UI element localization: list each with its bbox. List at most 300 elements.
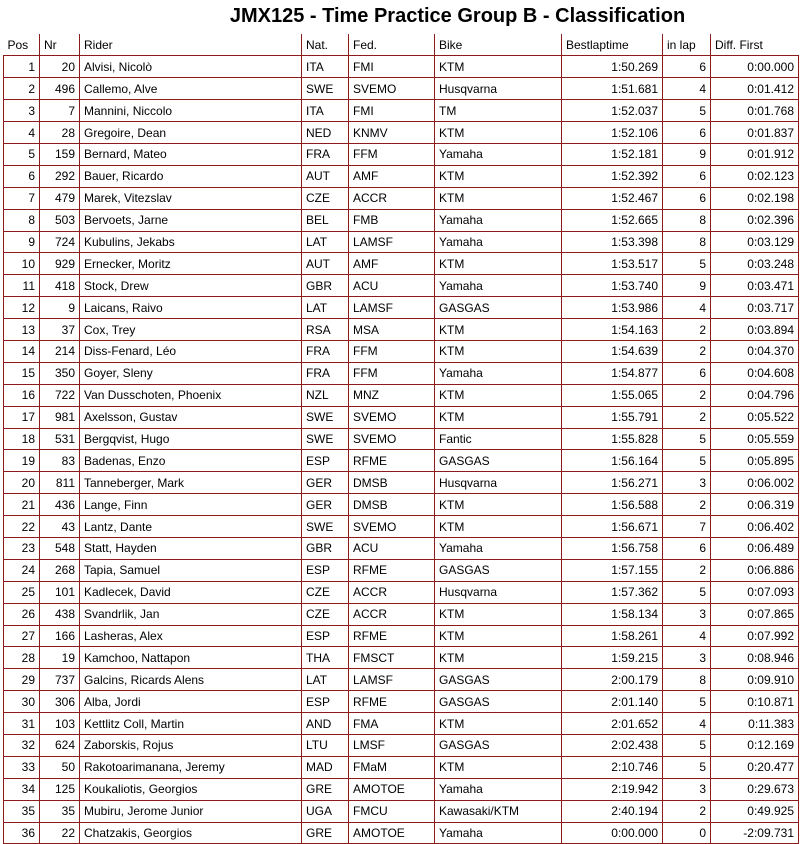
cell-nat: LAT — [302, 669, 349, 691]
cell-rider: Gregoire, Dean — [80, 122, 302, 144]
cell-nat: ITA — [302, 56, 349, 78]
cell-bike: KTM — [435, 625, 562, 647]
cell-bestlaptime: 2:02.438 — [562, 735, 663, 757]
cell-pos: 30 — [4, 691, 40, 713]
cell-fed: FMSCT — [349, 647, 435, 669]
cell-rider: Kubulins, Jekabs — [80, 231, 302, 253]
cell-nr: 35 — [40, 800, 80, 822]
table-row — [4, 165, 799, 187]
cell-fed: LMSF — [349, 735, 435, 757]
table-row — [4, 143, 799, 165]
cell-rider: Bernard, Mateo — [80, 143, 302, 165]
cell-in-lap: 5 — [663, 691, 711, 713]
cell-diff-first: 0:07.093 — [711, 581, 799, 603]
cell-nat: BEL — [302, 209, 349, 231]
cell-nr: 37 — [40, 319, 80, 341]
cell-pos: 27 — [4, 625, 40, 647]
cell-diff-first: 0:09.910 — [711, 669, 799, 691]
cell-in-lap: 2 — [663, 319, 711, 341]
cell-fed: AMOTOE — [349, 822, 435, 844]
cell-in-lap: 6 — [663, 122, 711, 144]
cell-bike: GASGAS — [435, 669, 562, 691]
cell-fed: SVEMO — [349, 516, 435, 538]
column-header-bestlaptime: Bestlaptime — [562, 34, 663, 56]
cell-rider: Tanneberger, Mark — [80, 472, 302, 494]
cell-pos: 20 — [4, 472, 40, 494]
cell-fed: RFME — [349, 625, 435, 647]
cell-nr: 479 — [40, 187, 80, 209]
cell-bestlaptime: 1:56.271 — [562, 472, 663, 494]
column-header-pos: Pos — [4, 34, 40, 56]
cell-nr: 125 — [40, 778, 80, 800]
cell-nat: LTU — [302, 735, 349, 757]
cell-bestlaptime: 1:53.517 — [562, 253, 663, 275]
table-row — [4, 669, 799, 691]
cell-bestlaptime: 2:01.652 — [562, 713, 663, 735]
cell-in-lap: 2 — [663, 406, 711, 428]
table-row — [4, 275, 799, 297]
table-row — [4, 187, 799, 209]
cell-bike: GASGAS — [435, 735, 562, 757]
cell-pos: 22 — [4, 516, 40, 538]
table-row — [4, 756, 799, 778]
cell-nat: NED — [302, 122, 349, 144]
cell-diff-first: 0:02.396 — [711, 209, 799, 231]
cell-rider: Lasheras, Alex — [80, 625, 302, 647]
cell-pos: 19 — [4, 450, 40, 472]
cell-diff-first: 0:05.895 — [711, 450, 799, 472]
cell-diff-first: 0:05.559 — [711, 428, 799, 450]
cell-bestlaptime: 1:59.215 — [562, 647, 663, 669]
cell-bestlaptime: 2:00.179 — [562, 669, 663, 691]
cell-fed: SVEMO — [349, 78, 435, 100]
cell-bike: KTM — [435, 165, 562, 187]
cell-bike: TM — [435, 100, 562, 122]
cell-bestlaptime: 1:55.828 — [562, 428, 663, 450]
column-header-bike: Bike — [435, 34, 562, 56]
cell-rider: Van Dusschoten, Phoenix — [80, 384, 302, 406]
cell-in-lap: 3 — [663, 603, 711, 625]
cell-nat: SWE — [302, 428, 349, 450]
cell-rider: Rakotoarimanana, Jeremy — [80, 756, 302, 778]
cell-nat: CZE — [302, 581, 349, 603]
table-row — [4, 406, 799, 428]
cell-in-lap: 4 — [663, 625, 711, 647]
cell-bike: Yamaha — [435, 209, 562, 231]
cell-fed: MNZ — [349, 384, 435, 406]
cell-bestlaptime: 1:53.398 — [562, 231, 663, 253]
table-row — [4, 340, 799, 362]
cell-pos: 32 — [4, 735, 40, 757]
cell-in-lap: 8 — [663, 209, 711, 231]
cell-nat: MAD — [302, 756, 349, 778]
cell-in-lap: 0 — [663, 822, 711, 844]
cell-diff-first: 0:07.992 — [711, 625, 799, 647]
cell-bestlaptime: 2:10.746 — [562, 756, 663, 778]
cell-pos: 9 — [4, 231, 40, 253]
cell-nr: 159 — [40, 143, 80, 165]
cell-bestlaptime: 1:56.588 — [562, 494, 663, 516]
table-row — [4, 537, 799, 559]
cell-rider: Ernecker, Moritz — [80, 253, 302, 275]
cell-diff-first: 0:03.248 — [711, 253, 799, 275]
table-row — [4, 713, 799, 735]
cell-nr: 624 — [40, 735, 80, 757]
cell-in-lap: 5 — [663, 428, 711, 450]
cell-rider: Svandrlik, Jan — [80, 603, 302, 625]
cell-rider: Callemo, Alve — [80, 78, 302, 100]
cell-in-lap: 9 — [663, 143, 711, 165]
cell-rider: Bervoets, Jarne — [80, 209, 302, 231]
cell-in-lap: 9 — [663, 275, 711, 297]
cell-nr: 438 — [40, 603, 80, 625]
cell-in-lap: 3 — [663, 472, 711, 494]
cell-nat: AUT — [302, 253, 349, 275]
cell-pos: 1 — [4, 56, 40, 78]
cell-fed: FMA — [349, 713, 435, 735]
cell-diff-first: 0:06.886 — [711, 559, 799, 581]
cell-fed: SVEMO — [349, 428, 435, 450]
page-title: JMX125 - Time Practice Group B - Classification — [229, 5, 686, 27]
cell-nat: ESP — [302, 450, 349, 472]
cell-bestlaptime: 1:52.181 — [562, 143, 663, 165]
cell-nr: 548 — [40, 537, 80, 559]
cell-nr: 22 — [40, 822, 80, 844]
cell-in-lap: 5 — [663, 735, 711, 757]
table-row — [4, 231, 799, 253]
cell-rider: Tapia, Samuel — [80, 559, 302, 581]
cell-bike: KTM — [435, 494, 562, 516]
cell-diff-first: 0:06.002 — [711, 472, 799, 494]
cell-nr: 7 — [40, 100, 80, 122]
cell-pos: 29 — [4, 669, 40, 691]
cell-in-lap: 5 — [663, 100, 711, 122]
cell-diff-first: 0:06.402 — [711, 516, 799, 538]
cell-fed: KNMV — [349, 122, 435, 144]
cell-nat: SWE — [302, 516, 349, 538]
cell-fed: LAMSF — [349, 231, 435, 253]
cell-fed: RFME — [349, 691, 435, 713]
cell-pos: 12 — [4, 297, 40, 319]
cell-rider: Statt, Hayden — [80, 537, 302, 559]
cell-bike: KTM — [435, 56, 562, 78]
cell-in-lap: 6 — [663, 537, 711, 559]
cell-rider: Kettlitz Coll, Martin — [80, 713, 302, 735]
cell-diff-first: 0:02.123 — [711, 165, 799, 187]
cell-diff-first: 0:00.000 — [711, 56, 799, 78]
table-row — [4, 122, 799, 144]
cell-in-lap: 5 — [663, 450, 711, 472]
cell-in-lap: 5 — [663, 253, 711, 275]
cell-nr: 436 — [40, 494, 80, 516]
cell-rider: Lange, Finn — [80, 494, 302, 516]
cell-fed: ACU — [349, 537, 435, 559]
cell-nr: 43 — [40, 516, 80, 538]
cell-bestlaptime: 1:54.163 — [562, 319, 663, 341]
cell-nr: 28 — [40, 122, 80, 144]
cell-rider: Mannini, Niccolo — [80, 100, 302, 122]
cell-pos: 8 — [4, 209, 40, 231]
cell-in-lap: 5 — [663, 756, 711, 778]
cell-pos: 33 — [4, 756, 40, 778]
cell-fed: FFM — [349, 340, 435, 362]
cell-diff-first: 0:03.129 — [711, 231, 799, 253]
cell-diff-first: 0:08.946 — [711, 647, 799, 669]
cell-bestlaptime: 1:56.758 — [562, 537, 663, 559]
cell-nat: GRE — [302, 778, 349, 800]
cell-nr: 811 — [40, 472, 80, 494]
cell-rider: Alvisi, Nicolò — [80, 56, 302, 78]
cell-bike: Yamaha — [435, 822, 562, 844]
cell-bike: GASGAS — [435, 559, 562, 581]
cell-in-lap: 4 — [663, 297, 711, 319]
cell-pos: 6 — [4, 165, 40, 187]
cell-fed: FMI — [349, 56, 435, 78]
cell-pos: 23 — [4, 537, 40, 559]
cell-bestlaptime: 1:55.065 — [562, 384, 663, 406]
cell-pos: 15 — [4, 362, 40, 384]
cell-bike: Yamaha — [435, 778, 562, 800]
cell-nat: AUT — [302, 165, 349, 187]
cell-rider: Kamchoo, Nattapon — [80, 647, 302, 669]
cell-diff-first: 0:06.319 — [711, 494, 799, 516]
column-header-fed: Fed. — [349, 34, 435, 56]
cell-nr: 292 — [40, 165, 80, 187]
cell-rider: Bergqvist, Hugo — [80, 428, 302, 450]
cell-nr: 20 — [40, 56, 80, 78]
cell-pos: 4 — [4, 122, 40, 144]
cell-bestlaptime: 1:53.740 — [562, 275, 663, 297]
cell-pos: 35 — [4, 800, 40, 822]
cell-bestlaptime: 1:56.164 — [562, 450, 663, 472]
cell-bike: KTM — [435, 713, 562, 735]
cell-bestlaptime: 1:52.392 — [562, 165, 663, 187]
cell-diff-first: 0:03.894 — [711, 319, 799, 341]
cell-bike: KTM — [435, 187, 562, 209]
cell-rider: Stock, Drew — [80, 275, 302, 297]
cell-rider: Chatzakis, Georgios — [80, 822, 302, 844]
cell-fed: RFME — [349, 450, 435, 472]
cell-pos: 26 — [4, 603, 40, 625]
table-row — [4, 253, 799, 275]
table-row — [4, 362, 799, 384]
cell-bike: Husqvarna — [435, 581, 562, 603]
cell-in-lap: 4 — [663, 78, 711, 100]
cell-nat: GER — [302, 494, 349, 516]
cell-nat: GER — [302, 472, 349, 494]
cell-in-lap: 2 — [663, 340, 711, 362]
cell-pos: 28 — [4, 647, 40, 669]
cell-nr: 531 — [40, 428, 80, 450]
cell-bike: KTM — [435, 253, 562, 275]
table-body — [4, 56, 799, 844]
cell-fed: FMI — [349, 100, 435, 122]
table-row — [4, 735, 799, 757]
cell-nat: GBR — [302, 537, 349, 559]
table-row — [4, 516, 799, 538]
cell-pos: 5 — [4, 143, 40, 165]
cell-rider: Zaborskis, Rojus — [80, 735, 302, 757]
cell-nr: 101 — [40, 581, 80, 603]
cell-bike: GASGAS — [435, 450, 562, 472]
table-row — [4, 100, 799, 122]
cell-nr: 722 — [40, 384, 80, 406]
cell-nr: 981 — [40, 406, 80, 428]
cell-bike: KTM — [435, 406, 562, 428]
cell-nr: 83 — [40, 450, 80, 472]
table-row — [4, 472, 799, 494]
cell-fed: FMCU — [349, 800, 435, 822]
cell-pos: 18 — [4, 428, 40, 450]
cell-bestlaptime: 0:00.000 — [562, 822, 663, 844]
cell-nr: 103 — [40, 713, 80, 735]
cell-diff-first: 0:03.471 — [711, 275, 799, 297]
cell-nat: CZE — [302, 603, 349, 625]
cell-bestlaptime: 1:50.269 — [562, 56, 663, 78]
cell-fed: ACU — [349, 275, 435, 297]
cell-diff-first: 0:01.837 — [711, 122, 799, 144]
cell-nr: 306 — [40, 691, 80, 713]
cell-bestlaptime: 1:54.877 — [562, 362, 663, 384]
cell-fed: AMF — [349, 165, 435, 187]
cell-nat: AND — [302, 713, 349, 735]
cell-nr: 496 — [40, 78, 80, 100]
cell-nat: ESP — [302, 625, 349, 647]
cell-fed: DMSB — [349, 472, 435, 494]
cell-nr: 268 — [40, 559, 80, 581]
cell-nr: 166 — [40, 625, 80, 647]
cell-bike: Husqvarna — [435, 472, 562, 494]
cell-fed: DMSB — [349, 494, 435, 516]
cell-diff-first: 0:03.717 — [711, 297, 799, 319]
cell-nat: SWE — [302, 406, 349, 428]
cell-diff-first: 0:01.412 — [711, 78, 799, 100]
column-header-in-lap: in lap — [663, 34, 711, 56]
cell-fed: SVEMO — [349, 406, 435, 428]
cell-bestlaptime: 2:01.140 — [562, 691, 663, 713]
cell-bike: KTM — [435, 340, 562, 362]
cell-in-lap: 2 — [663, 494, 711, 516]
cell-bestlaptime: 2:40.194 — [562, 800, 663, 822]
table-row — [4, 78, 799, 100]
cell-diff-first: 0:04.796 — [711, 384, 799, 406]
cell-diff-first: 0:01.912 — [711, 143, 799, 165]
cell-diff-first: 0:02.198 — [711, 187, 799, 209]
cell-rider: Diss-Fenard, Léo — [80, 340, 302, 362]
column-header-rider: Rider — [80, 34, 302, 56]
cell-nr: 503 — [40, 209, 80, 231]
cell-bestlaptime: 1:52.467 — [562, 187, 663, 209]
cell-rider: Mubiru, Jerome Junior — [80, 800, 302, 822]
cell-bestlaptime: 1:52.106 — [562, 122, 663, 144]
cell-bike: GASGAS — [435, 691, 562, 713]
table-row — [4, 494, 799, 516]
cell-bike: Yamaha — [435, 362, 562, 384]
cell-diff-first: 0:12.169 — [711, 735, 799, 757]
cell-diff-first: 0:49.925 — [711, 800, 799, 822]
cell-diff-first: 0:06.489 — [711, 537, 799, 559]
cell-nr: 929 — [40, 253, 80, 275]
cell-pos: 14 — [4, 340, 40, 362]
cell-pos: 36 — [4, 822, 40, 844]
cell-nr: 214 — [40, 340, 80, 362]
cell-in-lap: 6 — [663, 56, 711, 78]
cell-fed: LAMSF — [349, 669, 435, 691]
cell-nr: 737 — [40, 669, 80, 691]
cell-bestlaptime: 1:52.665 — [562, 209, 663, 231]
table-row — [4, 581, 799, 603]
cell-rider: Kadlecek, David — [80, 581, 302, 603]
cell-nat: FRA — [302, 143, 349, 165]
cell-bike: Kawasaki/KTM — [435, 800, 562, 822]
cell-fed: LAMSF — [349, 297, 435, 319]
cell-pos: 21 — [4, 494, 40, 516]
cell-diff-first: 0:10.871 — [711, 691, 799, 713]
cell-nat: ITA — [302, 100, 349, 122]
cell-pos: 10 — [4, 253, 40, 275]
cell-bike: KTM — [435, 122, 562, 144]
cell-nat: THA — [302, 647, 349, 669]
cell-nr: 19 — [40, 647, 80, 669]
cell-fed: MSA — [349, 319, 435, 341]
cell-bestlaptime: 1:55.791 — [562, 406, 663, 428]
cell-nr: 724 — [40, 231, 80, 253]
cell-pos: 16 — [4, 384, 40, 406]
table-row — [4, 319, 799, 341]
cell-nat: SWE — [302, 78, 349, 100]
cell-nr: 418 — [40, 275, 80, 297]
cell-rider: Badenas, Enzo — [80, 450, 302, 472]
cell-bestlaptime: 1:57.362 — [562, 581, 663, 603]
cell-in-lap: 5 — [663, 581, 711, 603]
cell-pos: 24 — [4, 559, 40, 581]
cell-diff-first: 0:29.673 — [711, 778, 799, 800]
column-header-nat: Nat. — [302, 34, 349, 56]
cell-bike: KTM — [435, 384, 562, 406]
cell-diff-first: 0:05.522 — [711, 406, 799, 428]
cell-bike: Fantic — [435, 428, 562, 450]
cell-nat: ESP — [302, 559, 349, 581]
cell-pos: 25 — [4, 581, 40, 603]
cell-diff-first: -2:09.731 — [711, 822, 799, 844]
cell-pos: 13 — [4, 319, 40, 341]
cell-in-lap: 6 — [663, 187, 711, 209]
cell-in-lap: 3 — [663, 778, 711, 800]
cell-in-lap: 6 — [663, 165, 711, 187]
cell-bestlaptime: 1:56.671 — [562, 516, 663, 538]
cell-diff-first: 0:04.608 — [711, 362, 799, 384]
cell-nat: ESP — [302, 691, 349, 713]
table-row — [4, 603, 799, 625]
cell-bestlaptime: 1:52.037 — [562, 100, 663, 122]
cell-rider: Marek, Vitezslav — [80, 187, 302, 209]
cell-bike: KTM — [435, 603, 562, 625]
cell-bestlaptime: 1:53.986 — [562, 297, 663, 319]
cell-nr: 9 — [40, 297, 80, 319]
cell-bike: KTM — [435, 319, 562, 341]
cell-fed: ACCR — [349, 187, 435, 209]
cell-fed: FMaM — [349, 756, 435, 778]
cell-pos: 34 — [4, 778, 40, 800]
cell-pos: 11 — [4, 275, 40, 297]
table-row — [4, 209, 799, 231]
cell-nat: FRA — [302, 340, 349, 362]
cell-rider: Axelsson, Gustav — [80, 406, 302, 428]
cell-bestlaptime: 1:54.639 — [562, 340, 663, 362]
table-row — [4, 625, 799, 647]
cell-nat: FRA — [302, 362, 349, 384]
cell-diff-first: 0:01.768 — [711, 100, 799, 122]
